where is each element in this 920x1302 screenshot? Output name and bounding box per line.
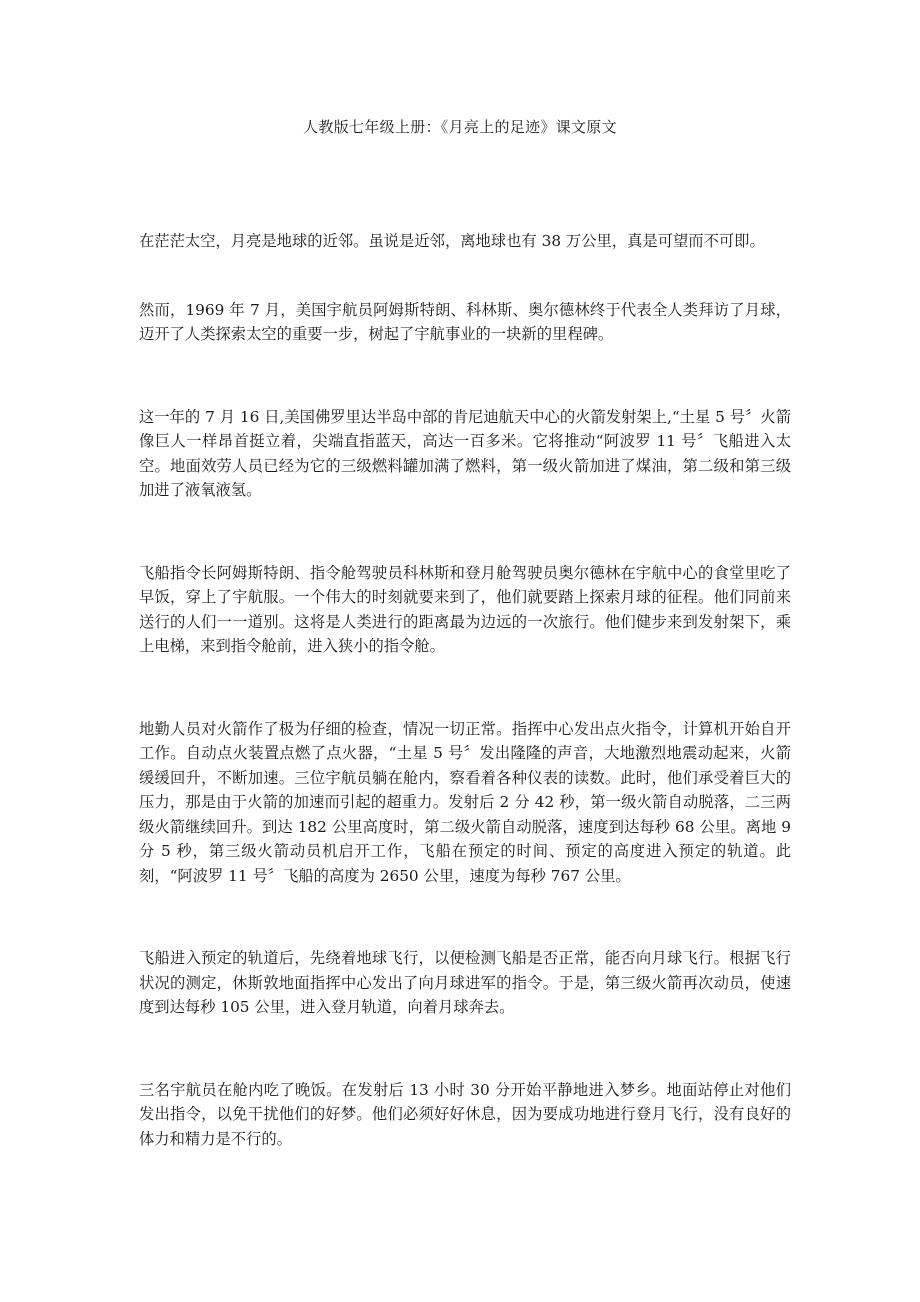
paragraph-5: 地勤人员对火箭作了极为仔细的检查，情况一切正常。指挥中心发出点火指令，计算机开始自开工作。自动点火装置点燃了点火器，“土星 5 号〞发出隆隆的声音，大地激烈地震动起来，火箭缓缓回升，不断加速。三位宇航员躺在舱内，察看着各种仪表的读数。此时，他们承受着巨大的压力，那是由于火箭的加速而引起的超重力。发射后 2 分 42 秒，第一级火箭自动脱落，二三两级火箭继续回升。到达 182 公里高度时，第二级火箭自动脱落，速度到达每秒 68 公里。离地 9 分 5 秒，第三级火箭动员机启开工作，飞船在预定的时间、预定的高度进入预定的轨道。此刻，“阿波罗 11 号〞飞船的高度为 2650 公里，速度为每秒 767 公里。 [139, 719, 791, 885]
paragraph-6: 飞船进入预定的轨道后，先绕着地球飞行，以便检测飞船是否正常，能否向月球飞行。根据飞行状况的测定，休斯敦地面指挥中心发出了向月球进军的指令。于是，第三级火箭再次动员，使速度到达每秒 105 公里，进入登月轨道，向着月球奔去。 [139, 949, 791, 1016]
paragraph-2: 然而，1969 年 7 月，美国宇航员阿姆斯特朗、科林斯、奥尔德林终于代表全人类拜访了月球，迈开了人类探索太空的重要一步，树起了宇航事业的一块新的里程碑。 [139, 300, 791, 343]
paragraph-1: 在茫茫太空，月亮是地球的近邻。虽说是近邻，离地球也有 38 万公里，真是可望而不可即。 [139, 232, 765, 250]
paragraph-7: 三名宇航员在舱内吃了晚饭。在发射后 13 小时 30 分开始平静地进入梦乡。地面站停止对他们发出指令，以免干扰他们的好梦。他们必须好好休息，因为要成功地进行登月飞行，没有良好的体力和精力是不行的。 [139, 1080, 791, 1148]
document-title: 人教版七年级上册：《月亮上的足迹》课文原文 [303, 118, 617, 136]
paragraph-4: 飞船指令长阿姆斯特朗、指令舱驾驶员科林斯和登月舱驾驶员奥尔德林在宇航中心的食堂里吃了早饭，穿上了宇航服。一个伟大的时刻就要来到了，他们就要踏上探索月球的征程。他们同前来送行的人们一一道别。这将是人类进行的距离最为边远的一次旅行。他们健步来到发射架下，乘上电梯，来到指令舱前，进入狭小的指令舱。 [139, 563, 791, 655]
document-body [139, 229, 791, 1151]
paragraph-3: 这一年的 7 月 16 日,美国佛罗里达半岛中部的肯尼迪航天中心的火箭发射架上,“土星 5 号〞火箭像巨人一样昂首挺立着，尖端直指蓝天，高达一百多米。它将推动“阿波罗 11 号〞飞船进入太空。地面效劳人员已经为它的三级燃料罐加满了燃料，第一级火箭加进了煤油，第二级和第三级加进了液氧液氢。 [139, 407, 791, 499]
